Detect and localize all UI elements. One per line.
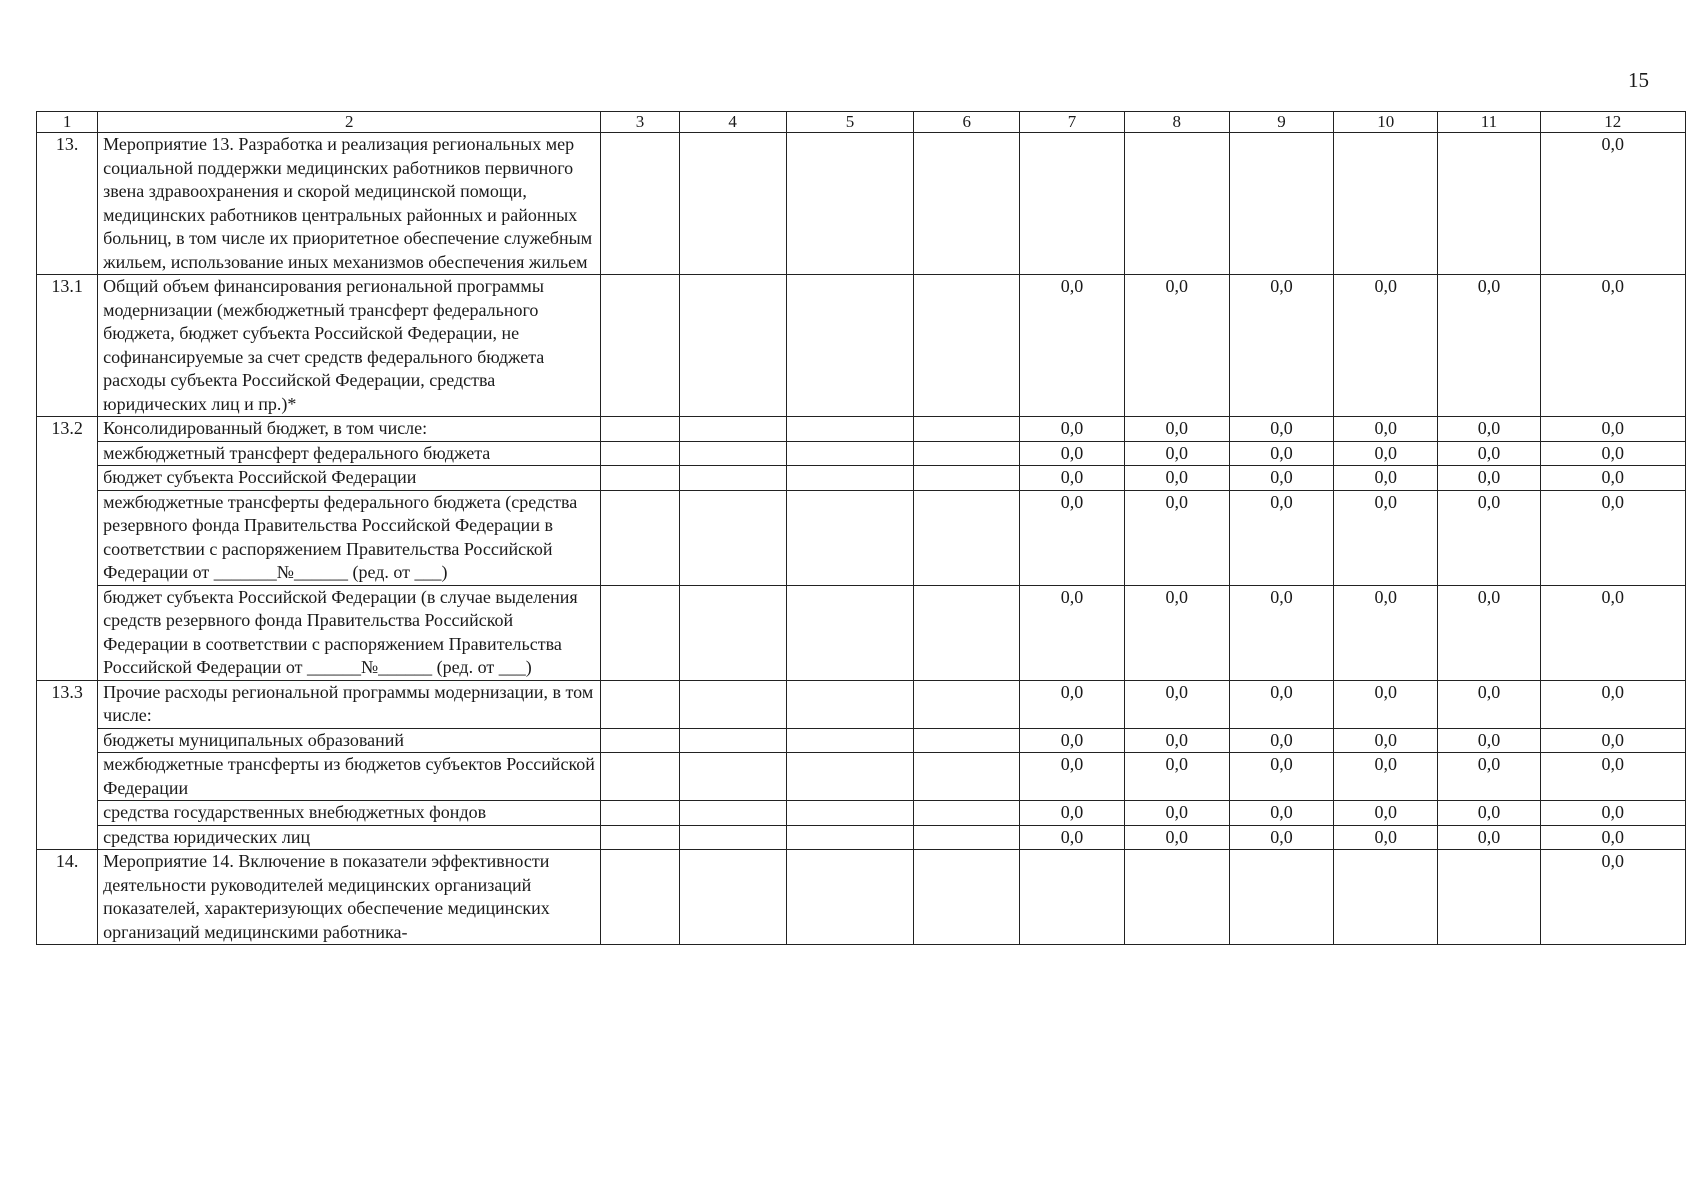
value-cell-col-10 [1334,850,1438,945]
description-cell: Консолидированный бюджет, в том числе: [98,417,601,442]
value-cell-col-12: 0,0 [1540,466,1685,491]
column-header: 5 [786,112,913,133]
value-cell-col-3 [601,490,679,585]
value-cell-col-5 [786,728,913,753]
value-cell-col-9: 0,0 [1229,275,1333,417]
value-cell-col-9: 0,0 [1229,753,1333,801]
value-cell-col-3 [601,680,679,728]
value-cell-col-9: 0,0 [1229,585,1333,680]
row-number-cell: 14. [37,850,98,945]
value-cell-col-7: 0,0 [1020,417,1124,442]
value-cell-col-10: 0,0 [1334,680,1438,728]
value-cell-col-4 [679,441,786,466]
value-cell-col-10: 0,0 [1334,585,1438,680]
value-cell-col-3 [601,728,679,753]
column-header: 7 [1020,112,1124,133]
table-row [37,728,1686,753]
value-cell-col-7: 0,0 [1020,825,1124,850]
column-header: 8 [1124,112,1229,133]
description-cell: средства государственных внебюджетных фондов [98,801,601,826]
value-cell-col-4 [679,490,786,585]
value-cell-col-5 [786,825,913,850]
value-cell-col-11: 0,0 [1438,728,1540,753]
column-header: 9 [1229,112,1333,133]
page-number: 15 [1628,68,1649,92]
column-header: 2 [98,112,601,133]
value-cell-col-5 [786,275,913,417]
value-cell-col-5 [786,850,913,945]
value-cell-col-7 [1020,133,1124,275]
row-number-cell: 13. [37,133,98,275]
value-cell-col-8 [1124,850,1229,945]
value-cell-col-12: 0,0 [1540,585,1685,680]
financing-table [36,111,1686,945]
value-cell-col-11: 0,0 [1438,753,1540,801]
value-cell-col-3 [601,850,679,945]
value-cell-col-8: 0,0 [1124,753,1229,801]
table-row [37,441,1686,466]
value-cell-col-7: 0,0 [1020,753,1124,801]
value-cell-col-9 [1229,850,1333,945]
value-cell-col-6 [914,417,1020,442]
value-cell-col-5 [786,133,913,275]
value-cell-col-5 [786,441,913,466]
value-cell-col-6 [914,728,1020,753]
value-cell-col-5 [786,490,913,585]
value-cell-col-10: 0,0 [1334,801,1438,826]
value-cell-col-9: 0,0 [1229,417,1333,442]
value-cell-col-10: 0,0 [1334,728,1438,753]
value-cell-col-4 [679,133,786,275]
value-cell-col-7: 0,0 [1020,680,1124,728]
column-header: 11 [1438,112,1540,133]
value-cell-col-10: 0,0 [1334,490,1438,585]
value-cell-col-7: 0,0 [1020,801,1124,826]
value-cell-col-9: 0,0 [1229,801,1333,826]
value-cell-col-11: 0,0 [1438,441,1540,466]
value-cell-col-11: 0,0 [1438,585,1540,680]
value-cell-col-11: 0,0 [1438,466,1540,491]
value-cell-col-11 [1438,133,1540,275]
value-cell-col-3 [601,133,679,275]
table-row [37,753,1686,801]
value-cell-col-6 [914,753,1020,801]
value-cell-col-6 [914,801,1020,826]
column-header: 12 [1540,112,1685,133]
row-number-cell: 13.2 [37,417,98,681]
value-cell-col-4 [679,585,786,680]
value-cell-col-11: 0,0 [1438,825,1540,850]
value-cell-col-4 [679,275,786,417]
value-cell-col-5 [786,801,913,826]
value-cell-col-4 [679,680,786,728]
description-cell: межбюджетные трансферты федерального бюджета (средства резервного фонда Правительства Российской Федерации в соответствии с распоряжением Правительства Российской Федерации от _______№______ (ред. от ___) [98,490,601,585]
value-cell-col-6 [914,680,1020,728]
value-cell-col-8: 0,0 [1124,825,1229,850]
value-cell-col-5 [786,753,913,801]
value-cell-col-12: 0,0 [1540,417,1685,442]
value-cell-col-11: 0,0 [1438,680,1540,728]
value-cell-col-5 [786,417,913,442]
table-row [37,466,1686,491]
value-cell-col-10: 0,0 [1334,417,1438,442]
value-cell-col-9 [1229,133,1333,275]
value-cell-col-12: 0,0 [1540,728,1685,753]
value-cell-col-12: 0,0 [1540,801,1685,826]
value-cell-col-11: 0,0 [1438,490,1540,585]
value-cell-col-3 [601,441,679,466]
value-cell-col-7: 0,0 [1020,728,1124,753]
column-header: 3 [601,112,679,133]
value-cell-col-6 [914,490,1020,585]
table-row [37,680,1686,728]
value-cell-col-12: 0,0 [1540,275,1685,417]
description-cell: Общий объем финансирования региональной программы модернизации (межбюджетный трансферт федерального бюджета, бюджет субъекта Российской Федерации, не софинансируемые за счет средств федерального бюджета расходы субъекта Российской Федерации, средства юридических лиц и пр.)* [98,275,601,417]
value-cell-col-5 [786,585,913,680]
table-row [37,825,1686,850]
value-cell-col-4 [679,850,786,945]
row-number-cell: 13.3 [37,680,98,850]
table-row [37,275,1686,417]
description-cell: межбюджетный трансферт федерального бюджета [98,441,601,466]
value-cell-col-12: 0,0 [1540,680,1685,728]
table-row [37,585,1686,680]
column-header: 1 [37,112,98,133]
value-cell-col-11: 0,0 [1438,417,1540,442]
table-row [37,850,1686,945]
value-cell-col-7 [1020,850,1124,945]
value-cell-col-8: 0,0 [1124,490,1229,585]
value-cell-col-3 [601,825,679,850]
value-cell-col-3 [601,275,679,417]
description-cell: Мероприятие 13. Разработка и реализация региональных мер социальной поддержки медицинских работников первичного звена здравоохранения и скорой медицинской помощи, медицинских работников центральных районных и районных больниц, в том числе их приоритетное обеспечение служебным жильем, использование иных механизмов обеспечения жильем [98,133,601,275]
value-cell-col-9: 0,0 [1229,466,1333,491]
value-cell-col-10 [1334,133,1438,275]
value-cell-col-8 [1124,133,1229,275]
value-cell-col-6 [914,466,1020,491]
description-cell: средства юридических лиц [98,825,601,850]
value-cell-col-5 [786,466,913,491]
row-number-cell: 13.1 [37,275,98,417]
value-cell-col-9: 0,0 [1229,490,1333,585]
value-cell-col-4 [679,801,786,826]
value-cell-col-8: 0,0 [1124,417,1229,442]
value-cell-col-3 [601,417,679,442]
value-cell-col-10: 0,0 [1334,466,1438,491]
value-cell-col-6 [914,275,1020,417]
value-cell-col-10: 0,0 [1334,825,1438,850]
description-cell: бюджет субъекта Российской Федерации (в случае выделения средств резервного фонда Правительства Российской Федерации в соответствии с распоряжением Правительства Российской Федерации от ______№______ (ред. от ___) [98,585,601,680]
value-cell-col-9: 0,0 [1229,825,1333,850]
value-cell-col-4 [679,728,786,753]
table-row [37,490,1686,585]
description-cell: бюджеты муниципальных образований [98,728,601,753]
table-row [37,417,1686,442]
value-cell-col-9: 0,0 [1229,728,1333,753]
value-cell-col-3 [601,585,679,680]
value-cell-col-12: 0,0 [1540,753,1685,801]
value-cell-col-12: 0,0 [1540,133,1685,275]
value-cell-col-7: 0,0 [1020,466,1124,491]
value-cell-col-3 [601,801,679,826]
value-cell-col-10: 0,0 [1334,753,1438,801]
value-cell-col-8: 0,0 [1124,585,1229,680]
value-cell-col-8: 0,0 [1124,275,1229,417]
value-cell-col-10: 0,0 [1334,275,1438,417]
value-cell-col-7: 0,0 [1020,275,1124,417]
value-cell-col-4 [679,417,786,442]
column-header: 10 [1334,112,1438,133]
value-cell-col-4 [679,825,786,850]
column-header: 4 [679,112,786,133]
value-cell-col-7: 0,0 [1020,490,1124,585]
value-cell-col-6 [914,133,1020,275]
value-cell-col-3 [601,753,679,801]
value-cell-col-11: 0,0 [1438,275,1540,417]
value-cell-col-4 [679,753,786,801]
table-row [37,133,1686,275]
value-cell-col-11: 0,0 [1438,801,1540,826]
value-cell-col-12: 0,0 [1540,490,1685,585]
value-cell-col-7: 0,0 [1020,441,1124,466]
value-cell-col-7: 0,0 [1020,585,1124,680]
value-cell-col-8: 0,0 [1124,441,1229,466]
description-cell: Мероприятие 14. Включение в показатели эффективности деятельности руководителей медицинских организаций показателей, характеризующих обеспечение медицинских организаций медицинскими работника- [98,850,601,945]
value-cell-col-3 [601,466,679,491]
value-cell-col-10: 0,0 [1334,441,1438,466]
value-cell-col-6 [914,850,1020,945]
table-row [37,801,1686,826]
value-cell-col-6 [914,825,1020,850]
value-cell-col-11 [1438,850,1540,945]
column-header: 6 [914,112,1020,133]
column-number-row [37,112,1686,133]
description-cell: Прочие расходы региональной программы модернизации, в том числе: [98,680,601,728]
value-cell-col-4 [679,466,786,491]
value-cell-col-8: 0,0 [1124,680,1229,728]
description-cell: бюджет субъекта Российской Федерации [98,466,601,491]
value-cell-col-12: 0,0 [1540,825,1685,850]
description-cell: межбюджетные трансферты из бюджетов субъектов Российской Федерации [98,753,601,801]
value-cell-col-5 [786,680,913,728]
value-cell-col-6 [914,585,1020,680]
value-cell-col-9: 0,0 [1229,441,1333,466]
value-cell-col-9: 0,0 [1229,680,1333,728]
table-body [37,133,1686,945]
value-cell-col-6 [914,441,1020,466]
value-cell-col-8: 0,0 [1124,728,1229,753]
value-cell-col-8: 0,0 [1124,466,1229,491]
value-cell-col-8: 0,0 [1124,801,1229,826]
value-cell-col-12: 0,0 [1540,441,1685,466]
value-cell-col-12: 0,0 [1540,850,1685,945]
